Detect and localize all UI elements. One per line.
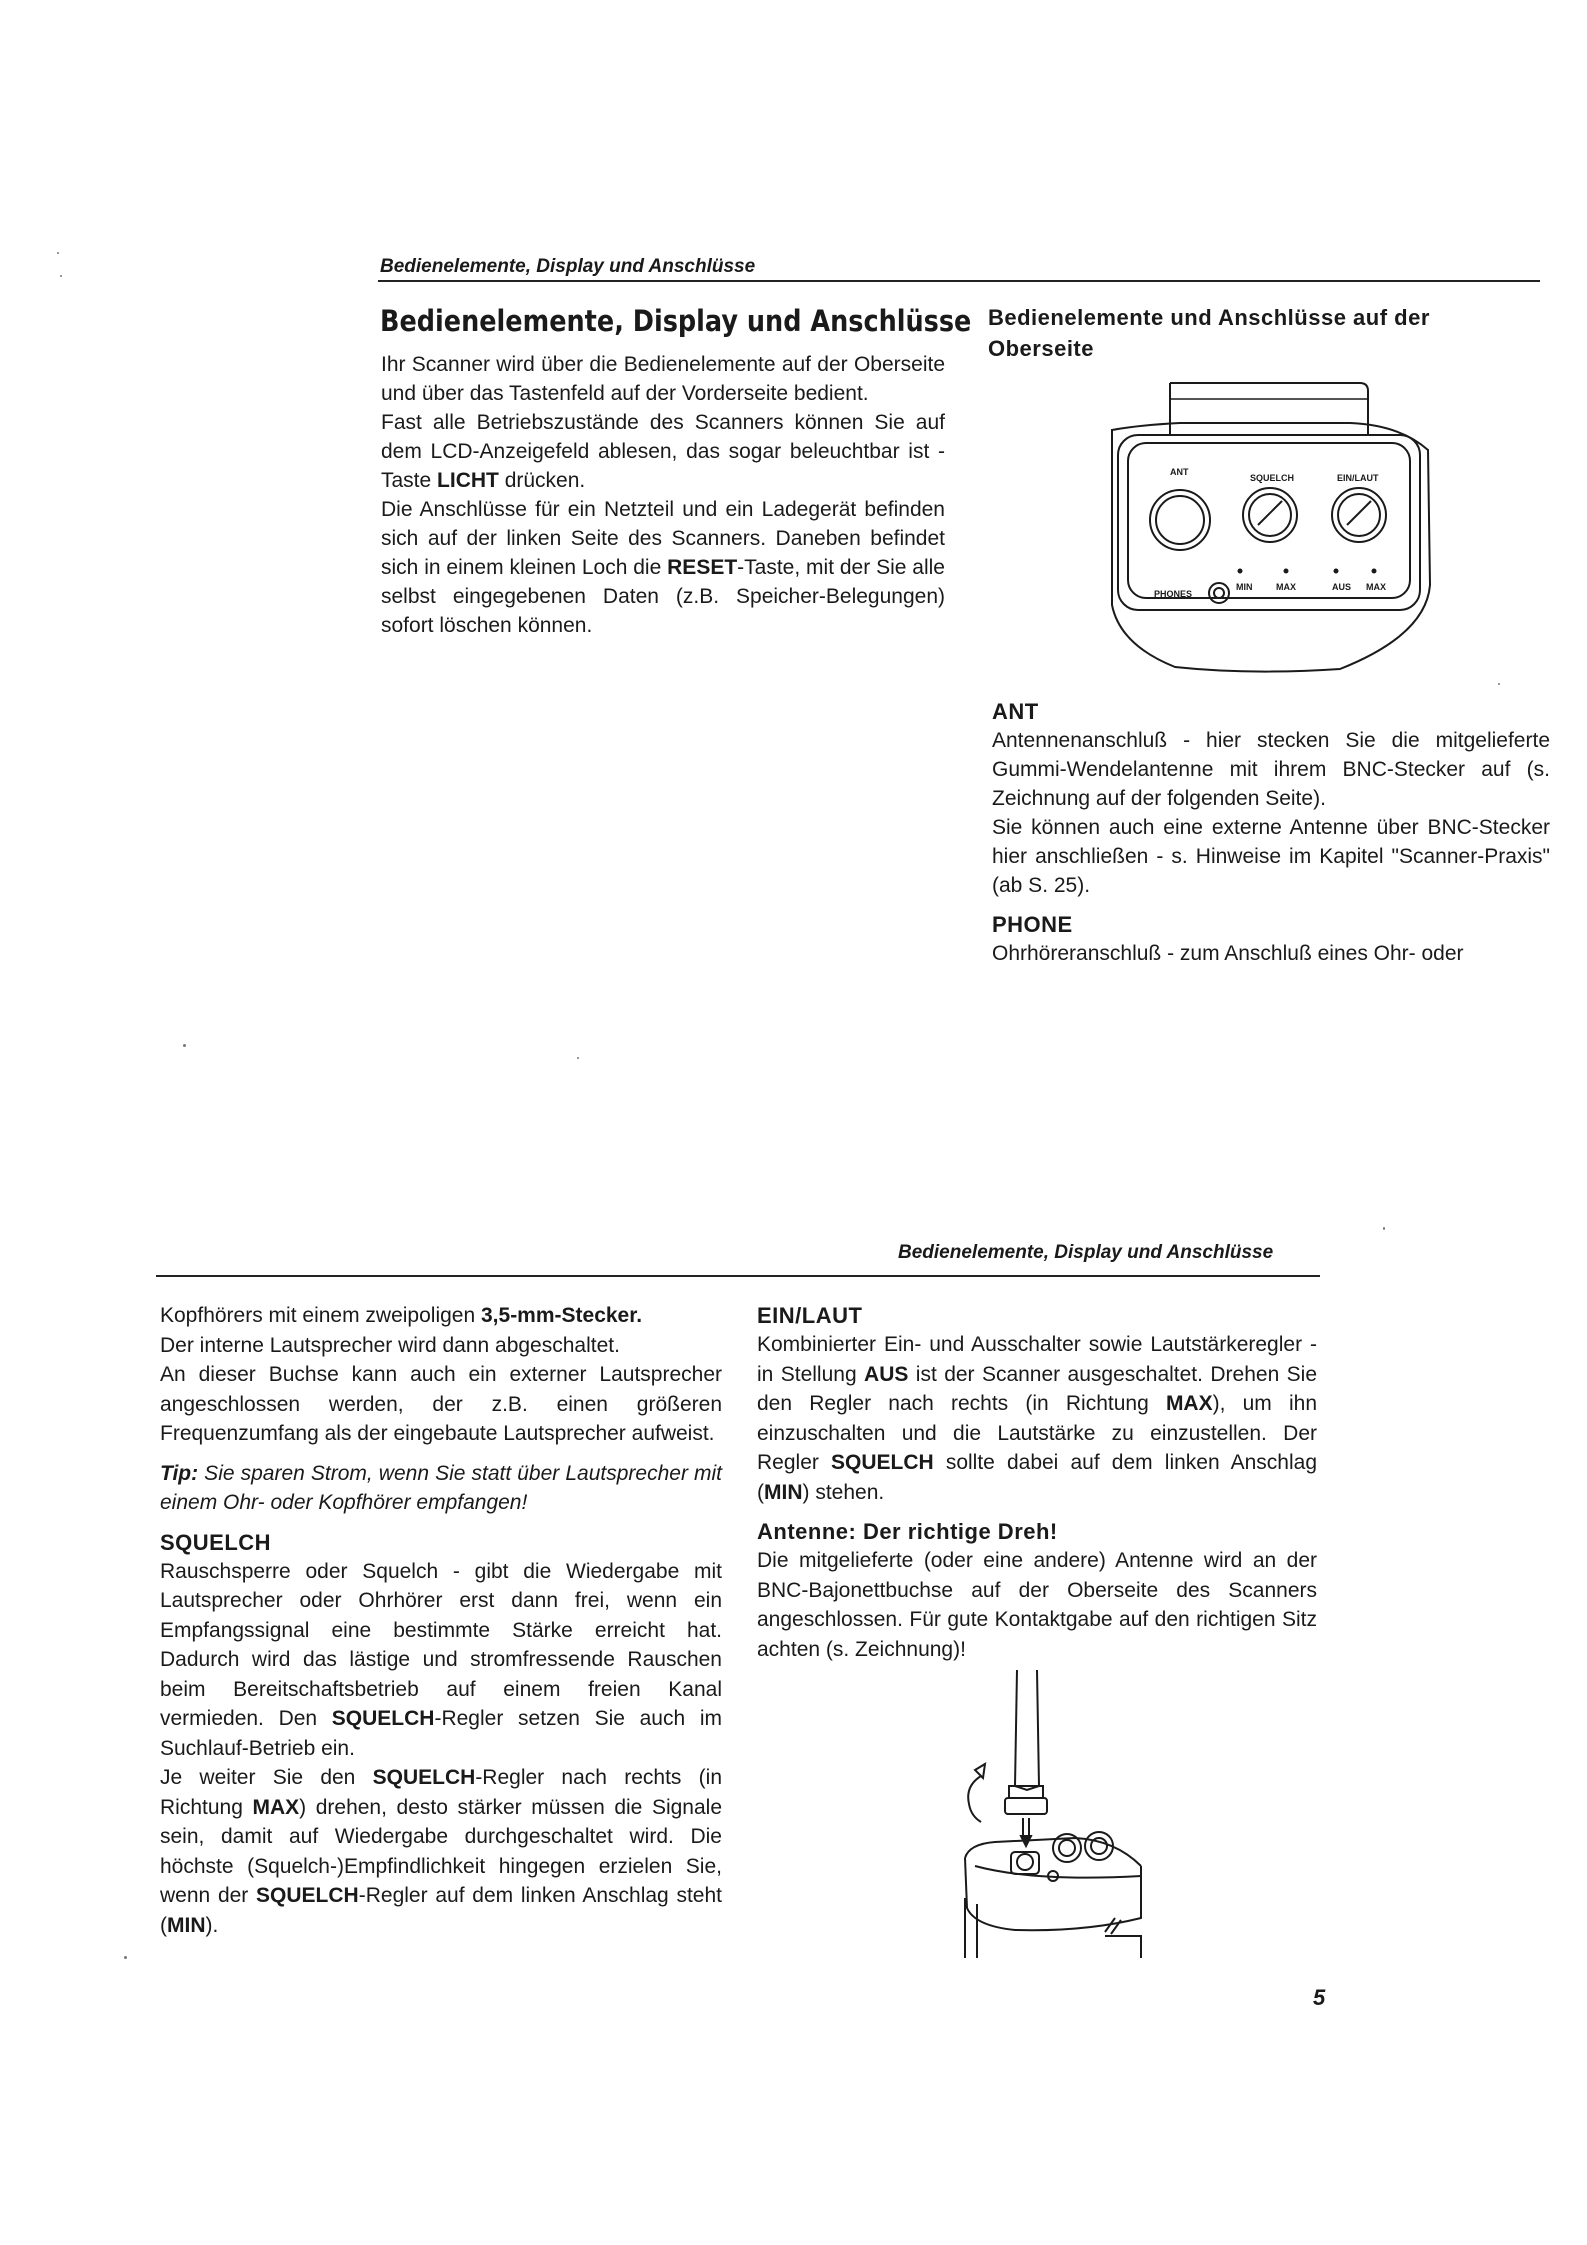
scanner-top-diagram [1100, 375, 1440, 685]
scan-speck [124, 1956, 127, 1959]
scan-speck [1383, 1227, 1385, 1230]
phone-continued: Kopfhörers mit einem zweipoligen 3,5-mm-Stecker. [160, 1304, 643, 1327]
ant-paragraph-1: Antennenanschluß - hier stecken Sie die mitgelieferte Gummi-Wendelantenne mit ihrem BNC-Stecker auf (s. Zeichnung auf der folgenden Seite). [992, 729, 1550, 810]
ant-section [992, 697, 1550, 968]
scan-speck [183, 1044, 186, 1047]
phone-heading: PHONE [992, 912, 1073, 937]
antenna-attachment-diagram [945, 1668, 1145, 1958]
top-controls-heading: Bedienelemente und Anschlüsse auf der Oberseite [988, 305, 1430, 361]
label-max-volume: MAX [1366, 582, 1386, 592]
squelch-paragraph-1: Rauschsperre oder Squelch - gibt die Wiedergabe mit Lautsprecher oder Ohrhörer erst dann frei, wenn ein Empfangssignal eine bestimmte Stärke erreicht hat. Dadurch wird das lästige und stromfressende Rauschen beim Bereitschaftsbetrieb auf einem freien Kanal vermieden. Den SQUELCH-Regler setzen Sie auch im Suchlauf-Betrieb ein. [160, 1559, 722, 1760]
scan-speck [60, 275, 62, 277]
label-einlaut: EIN/LAUT [1337, 473, 1379, 483]
header-rule-bottom [156, 1275, 1320, 1277]
intro-paragraph-1: Ihr Scanner wird über die Bedienelemente auf der Oberseite und über das Tastenfeld auf der Vorderseite bedient. [381, 353, 945, 405]
einlaut-paragraph: Kombinierter Ein- und Ausschalter sowie Lautstärkeregler - in Stellung AUS ist der Scanner ausgeschaltet. Drehen Sie den Regler nach rechts (in Richtung MAX), um ihn einzuschalten und die Lautstärke zu einzustellen. Der Regler SQUELCH sollte dabei auf dem linken Anschlag (MIN) stehen. [757, 1333, 1318, 1504]
phone-paragraph-2: Der interne Lautsprecher wird dann abgeschaltet. [160, 1333, 620, 1357]
label-aus: AUS [1332, 582, 1352, 592]
left-column [160, 1301, 722, 1940]
squelch-heading: SQUELCH [160, 1529, 272, 1555]
label-ant: ANT [1170, 467, 1189, 477]
squelch-paragraph-2: Je weiter Sie den SQUELCH-Regler nach rechts (in Richtung MAX) drehen, desto stärker müssen die Signale sein, damit auf Wiedergabe durchgeschaltet wird. Die höchste (Squelch-)Empfindlichkeit hingegen erzielen Sie, wenn der SQUELCH-Regler auf dem linken Anschlag steht (MIN). [160, 1766, 722, 1937]
phone-paragraph-3: An dieser Buchse kann auch ein externer Lautsprecher angeschlossen werden, der z.B. einen größeren Frequenzumfang als der eingebaute Lautsprecher aufweist. [160, 1363, 722, 1445]
scan-speck [577, 1057, 579, 1059]
intro-text [381, 350, 945, 640]
label-max-squelch: MAX [1276, 582, 1296, 592]
header-rule-top [378, 280, 1540, 282]
label-min: MIN [1236, 582, 1253, 592]
scan-speck [57, 252, 59, 254]
ant-paragraph-2: Sie können auch eine externe Antenne über BNC-Stecker hier anschließen - s. Hinweise im Kapitel "Scanner-Praxis" (ab S. 25). [992, 816, 1550, 897]
label-phones: PHONES [1154, 589, 1193, 599]
right-column [757, 1301, 1317, 1664]
page-number: 5 [1313, 1985, 1326, 2010]
phone-paragraph: Ohrhöreranschluß - zum Anschluß eines Ohr- oder [992, 942, 1464, 965]
tip-paragraph: Tip: Sie sparen Strom, wenn Sie statt über Lautsprecher mit einem Ohr- oder Kopfhörer empfangen! [160, 1461, 722, 1514]
antenna-heading: Antenne: Der richtige Dreh! [757, 1519, 1058, 1544]
running-header-top: Bedienelemente, Display und Anschlüsse [380, 256, 756, 277]
page-title: Bedienelemente, Display und Anschlüsse [380, 304, 972, 338]
intro-paragraph-3: Die Anschlüsse für ein Netzteil und ein Ladegerät befinden sich auf der linken Seite des Scanners. Daneben befindet sich in einem kleinen Loch die RESET-Taste, mit der Sie alle selbst eingegebenen Daten (z.B. Speicher-Belegungen) sofort löschen können. [381, 498, 945, 637]
antenna-paragraph: Die mitgelieferte (oder eine andere) Antenne wird an der BNC-Bajonettbuchse auf der Oberseite des Scanners angeschlossen. Für gute Kontaktgabe auf den richtigen Sitz achten (s. Zeichnung)! [757, 1549, 1317, 1661]
scan-speck [1498, 683, 1500, 685]
ant-heading: ANT [992, 699, 1039, 724]
einlaut-heading: EIN/LAUT [757, 1303, 863, 1328]
intro-paragraph-2: Fast alle Betriebszustände des Scanners können Sie auf dem LCD-Anzeigefeld ablesen, das sogar beleuchtbar ist - Taste LICHT drücken. [381, 411, 945, 492]
running-header-bottom: Bedienelemente, Display und Anschlüsse [898, 1242, 1274, 1263]
label-squelch: SQUELCH [1250, 473, 1295, 483]
